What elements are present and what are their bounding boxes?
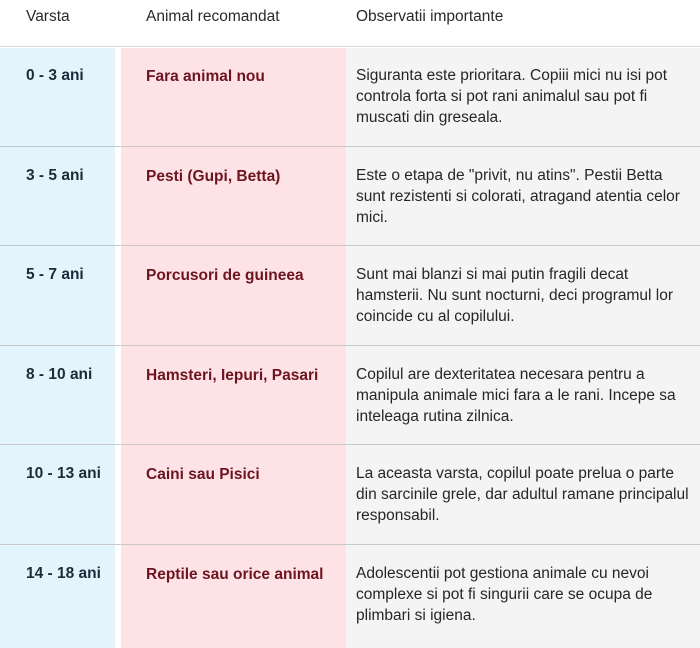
observation-cell: Este o etapa de "privit, nu atins". Pestii Betta sunt rezistenti si colorati, atragand atentia celor mici. xyxy=(356,166,680,226)
animal-cell: Porcusori de guineea xyxy=(146,267,304,284)
observation-cell: Copilul are dexteritatea necesara pentru a manipula animale mici fara a le rani. Incepe sa inteleaga rutina zilnica. xyxy=(356,365,676,425)
table-row xyxy=(0,545,700,644)
animal-cell: Caini sau Pisici xyxy=(146,466,260,483)
header-age: Varsta xyxy=(26,8,70,25)
observation-cell: Sunt mai blanzi si mai putin fragili decat hamsterii. Nu sunt nocturni, deci programul lor coincide cu al copilului. xyxy=(356,266,674,325)
observation-cell: La aceasta varsta, copilul poate prelua o parte din sarcinile grele, dar adultul ramane principalul responsabil. xyxy=(356,465,689,524)
age-cell: 3 - 5 ani xyxy=(26,166,84,184)
age-cell: 8 - 10 ani xyxy=(26,365,93,383)
age-cell: 10 - 13 ani xyxy=(26,465,101,482)
age-cell: 0 - 3 ani xyxy=(26,67,84,84)
animal-cell: Pesti (Gupi, Betta) xyxy=(146,167,281,185)
age-cell: 14 - 18 ani xyxy=(26,564,101,582)
table-row xyxy=(0,346,700,446)
table-row xyxy=(0,445,700,545)
observation-cell: Siguranta este prioritara. Copiii mici nu isi pot controla forta si pot rani animalul sau pot fi muscati din greseala. xyxy=(356,67,667,126)
animal-cell: Fara animal nou xyxy=(146,68,265,85)
header-observations: Observatii importante xyxy=(356,8,504,25)
table-row xyxy=(0,147,700,247)
table-body xyxy=(0,47,700,643)
table-row xyxy=(0,47,700,147)
animal-cell: Hamsteri, Iepuri, Pasari xyxy=(146,366,319,384)
table-row xyxy=(0,246,700,346)
table-header xyxy=(0,0,700,47)
age-cell: 5 - 7 ani xyxy=(26,266,84,283)
observation-cell: Adolescentii pot gestiona animale cu nevoi complexe si pot fi singurii care se ocupa de plimbari si igiena. xyxy=(356,564,653,624)
animal-cell: Reptile sau orice animal xyxy=(146,565,324,583)
header-animal: Animal recomandat xyxy=(146,8,280,25)
